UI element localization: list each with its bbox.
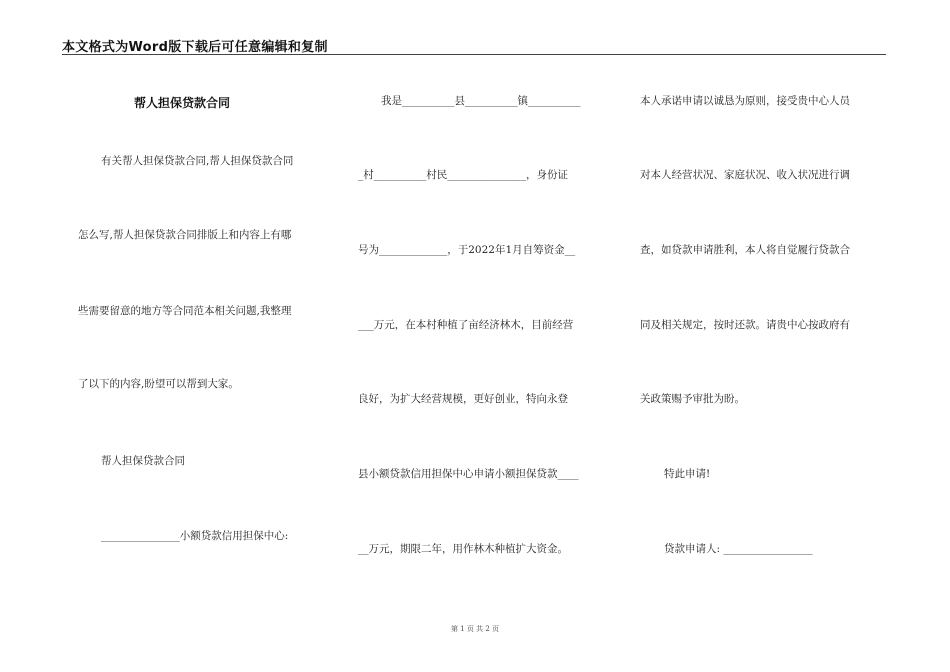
header-title: 本文格式为Word版下载后可任意编辑和复制 [62,40,328,55]
text-line: 怎么写,帮人担保贷款合同排版上和内容上有哪 [78,229,292,241]
text-line: 号为_____________，于2022年1月自筹资金__ [358,244,576,256]
text-line: 关政策赐予审批为盼。 [640,393,745,405]
text-line: 特此申请! [664,468,711,480]
text-line: 帮人担保贷款合同 [101,455,185,467]
text-line: _______________小额贷款信用担保中心: [101,530,289,542]
text-line: 县小额贷款信用担保中心申请小额担保贷款____ [358,468,579,480]
text-line: _村__________村民_______________，身份证 [358,169,568,181]
page-footer: 第 1 页 共 2 页 [450,625,500,633]
text-line: ___万元，在本村种植了亩经济林木，目前经营 [358,319,574,331]
column-right [630,0,900,672]
column-middle [340,0,630,672]
text-line: 对本人经营状况、家庭状况、收入状况进行调 [640,169,850,181]
text-line: __万元，期限二年，用作林木种植扩大资金。 [358,543,568,555]
text-line: 些需要留意的地方等合同范本相关问题,我整理 [78,305,292,317]
text-line: 同及相关规定，按时还款。请贵中心按政府有 [640,319,850,331]
text-line: 良好，为扩大经营规模，更好创业，特向永登 [358,393,568,405]
text-line: 我是__________县__________镇__________ [381,95,581,107]
document-title: 帮人担保贷款合同 [134,96,231,110]
text-line: 本人承诺申请以诚恳为原则，接受贵中心人员 [640,95,850,107]
text-line: 贷款申请人: _________________ [664,543,813,555]
text-line: 查，如贷款申请胜利，本人将自觉履行贷款合 [640,244,850,256]
column-left [0,0,330,672]
text-line: 有关帮人担保贷款合同,帮人担保贷款合同 [101,155,294,167]
text-line: 了以下的内容,盼望可以帮到大家。 [78,378,239,390]
